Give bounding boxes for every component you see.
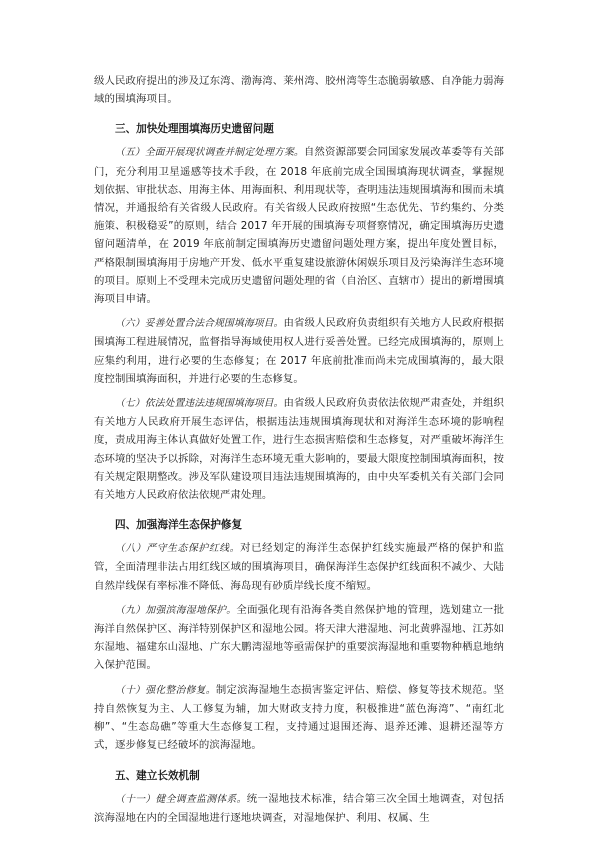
paragraph-6-lead: （六）妥善处置合法合规围填海项目。: [115, 318, 284, 330]
paragraph-11: [94, 790, 504, 827]
paragraph-9-lead: （九）加强滨海湿地保护。: [115, 604, 237, 616]
paragraph-11-text: 统一湿地技术标准，结合第三次全国土地调查，对包括滨海湿地在内的全国湿地进行逐地块调查，对湿地保护、利用、权属、生: [94, 792, 504, 824]
paragraph-5: [94, 143, 504, 308]
paragraph-6-text: 由省级人民政府负责组织有关地方人民政府根据围填海工程进展情况，监督指导海域使用权人进行妥善处置。已经完成围填海的，原则上应集约利用，进行必要的生态修复；在 2017 年底前批准而尚未完成围填海的，最大限度控制围填海面积，并进行必要的生态修复。: [94, 317, 504, 385]
section-4: [94, 510, 504, 754]
paragraph-7: [94, 394, 504, 504]
document-body: [94, 72, 504, 827]
section-5: [94, 761, 504, 827]
section-4-heading: 四、加强海洋生态保护修复: [115, 519, 243, 532]
section-3-heading: 三、加快处理围填海历史遗留问题: [115, 123, 274, 136]
paragraph-7-text: 由省级人民政府负责依法依规严肃查处，并组织有关地方人民政府开展生态评估，根据违法违规围填海现状和对海洋生态环境的影响程度，责成用海主体认真做好处置工作，进行生态损害赔偿和生态修复，对严重破坏海洋生态环境的坚决予以拆除，对海洋生态环境无重大影响的，要最大限度控制围填海面积，按有关规定限期整改。涉及军队建设项目违法违规围填海的，由中央军委机关有关部门会同有关地方人民政府依法依规严肃处理。: [94, 397, 504, 502]
paragraph-11-lead: （十一）健全调查监测体系。: [115, 793, 247, 805]
paragraph-10-lead: （十）强化整治修复。: [115, 684, 216, 696]
paragraph-5-text: 自然资源部要会同国家发展改革委等有关部门，充分利用卫星遥感等技术手段，在 2018 年底前完成全国围填海现状调查，掌握规划依据、审批状态、用海主体、用海面积、利用现状等，查明违法违规围填海和围而未填情况，并通报给有关省级人民政府。有关省级人民政府按照“生态优先、节约集约、分类施策、积极稳妥”的原则，结合 2017 年开展的围填海专项督察情况，确定围填海历史遗留问题清单，在 2019 年底前制定围填海历史遗留问题处理方案，提出年度处置目标，严格限制围填海用于房地产开发、低水平重复建设旅游休闲娱乐项目及污染海洋生态环境的项目。原则上不受理未完成历史遗留问题处理的省（自治区、直辖市）提出的新增围填海项目申请。: [94, 146, 504, 306]
section-5-heading: 五、建立长效机制: [115, 769, 200, 782]
section-3: [94, 114, 504, 504]
paragraph-7-lead: （七）依法处置违法违规围填海项目。: [115, 398, 284, 410]
paragraph-10-text: 制定滨海湿地生态损害鉴定评估、赔偿、修复等技术规范。坚持自然恢复为主、人工修复为辅，加大财政支持力度，积极推进“蓝色海湾”、“南红北柳”、“生态岛礁”等重大生态修复工程，支持通过退围还海、退养还滩、退耕还湿等方式，逐步修复已经破坏的滨海湿地。: [94, 683, 505, 752]
paragraph-9: [94, 601, 504, 675]
paragraph-9-text: 全面强化现有沿海各类自然保护地的管理，选划建立一批海洋自然保护区、海洋特别保护区和湿地公园。将天津大港湿地、河北黄骅湿地、江苏如东湿地、福建东山湿地、广东大鹏湾湿地等亟需保护的重要滨海湿地和重要物种栖息地纳入保护范围。: [94, 603, 504, 672]
paragraph-6: [94, 314, 504, 388]
paragraph-8-text: 对已经划定的海洋生态保护红线实施最严格的保护和监管，全面清理非法占用红线区域的围填海项目，确保海洋生态保护红线面积不减少、大陆自然岸线保有率标准不降低、海岛现有砂质岸线长度不缩短。: [94, 542, 504, 592]
opening-text: 级人民政府提出的涉及辽东湾、渤海湾、莱州湾、胶州湾等生态脆弱敏感、自净能力弱海域的围填海项目。: [94, 75, 504, 106]
paragraph-10: [94, 681, 504, 755]
paragraph-5-lead: （五）全面开展现状调查并制定处理方案。: [115, 147, 304, 159]
paragraph-8: [94, 539, 504, 595]
paragraph-8-lead: （八）严守生态保护红线。: [115, 543, 241, 555]
